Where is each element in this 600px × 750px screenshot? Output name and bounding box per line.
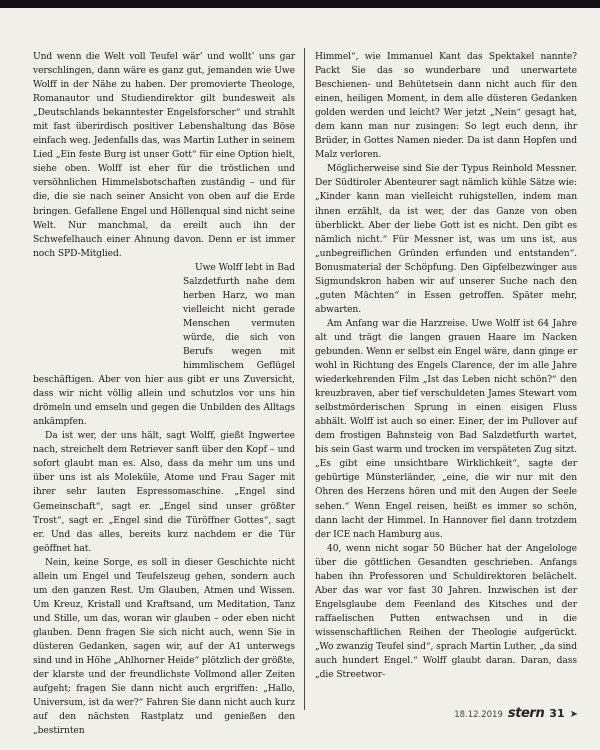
top-border xyxy=(0,0,600,8)
page-footer xyxy=(454,706,578,722)
page-number: 31 xyxy=(549,707,565,720)
image-placeholder-left xyxy=(33,261,183,373)
paragraph: Himmel“, wie Immanuel Kant das Spektakel nannte? Packt Sie das so wunderbare und unerwartete Beschienen- und Behütetsein dann nicht auch für den einen, heiligen Moment, in dem alle düsteren Gedanken golden werden und leicht? Wer jetzt „Nein“ gesagt hat, dem kann man nur zusingen: So legt euch denn, ihr Brüder, in Gottes Namen nieder. Da ist dann Hopfen und Malz verloren. xyxy=(315,52,577,161)
column-divider xyxy=(304,48,305,710)
paragraph: Möglicherweise sind Sie der Typus Reinhold Messner. Der Südtiroler Abenteurer sagt nämlich kühle Sätze wie: „Kinder kann man vielleicht ruhigstellen, indem man ihnen erzählt, da ist wer, der das Ganze von oben überblickt. Aber der liebe Gott ist es nicht. Den gibt es nämlich nicht.“ Für Messner ist, was um uns ist, aus „unbegreiflichen Gründen erfunden und entstanden“. Bonusmaterial der Schöpfung. Den Gipfelbezwinger aus Sigmundskron haben wir auf unserer Suche nach den „guten Mächten“ in Essen getroffen. Später mehr, abwarten. xyxy=(315,164,577,315)
paragraph: Am Anfang war die Harzreise. Uwe Wolff ist 64 Jahre alt und trägt die langen grauen Haare im Nacken gebunden. Wenn er selbst ein Engel wäre, dann ginge er wohl in Richtung des Engels Clarence, der im alle Jahre wiederkehrenden Film „Ist das Leben nicht schön?“ den kreuzbraven, aber tief verschuldeten James Stewart vom selbstmörderischen Sprung in einen eisigen Fluss abhält. Wolff ist auch so einer. Einer, der im Pullover auf dem frostigen Bahnsteig von Bad Salzdetfurth wartet, bis sein Gast warm und trocken im verspäteten Zug sitzt. „Es gibt eine unsichtbare Wirklichkeit“, sagte der gebürtige Münsterländer, „eine, die wir nur mit den Ohren des Herzens hören und mit den Augen der Seele sehen.“ Wenn Engel reisen, heißt es immer so schön, dann lacht der Himmel. In Hannover fiel dann trotzdem der ICE nach Hamburg aus. xyxy=(315,318,577,540)
paragraph: Da ist wer, der uns hält, sagt Wolff, gießt Ingwertee nach, streichelt dem Retriever sanft über den Kopf – und sofort glaubt man es. Also, dass da mehr um uns und über uns ist als Moleküle, Atome und Frau Sager mit ihrer sehr lauten Espressomaschine. „Engel sind Gemeinschaft“, sagt er. „Engel sind unser größter Trost“, sagt er. „Engel sind die Türöffner Gottes“, sagt er. Und das alles, bereits kurz nachdem er die Tür geöffnet hat. xyxy=(33,431,295,554)
magazine-logo: stern xyxy=(507,706,545,721)
issue-date: 18.12.2019 xyxy=(454,710,503,720)
right-column xyxy=(315,50,577,682)
paragraph: Uwe Wolff lebt in Bad Salzdetfurth nahe dem herben Harz, wo man vielleicht nicht gerade Menschen vermuten würde, die sich von Berufs wegen mit himmlischem Geflügel beschäftigen. Aber von hier aus gibt er uns Zuversicht, dass wir nicht völlig allein und schutzlos vor uns hin drömeln und emseln und gegen die Unbilden des Alltags ankämpfen. xyxy=(33,262,295,428)
paragraph: Und wenn die Welt voll Teufel wär’ und wollt’ uns gar verschlingen, dann wäre es ganz gut, jemanden wie Uwe Wolff in der Nähe zu haben. Der promovierte Theologe, Romanautor und Studiendirektor gilt bundesweit als „Deutschlands bekanntester Engelsforscher“ und strahlt mit fast überirdisch positiver Lebenshaltung das Böse einfach weg. Jedenfalls das, was Martin Luther in seinem Lied „Ein feste Burg ist unser Gott“ für eine Option hielt, siehe oben. Wolff ist eher für die tröstlichen und versöhnlichen Himmelsbotschaften zuständig – und für die, die sie nach seiner Ansicht von oben auf die Erde bringen. Gefallene Engel und Höllenqual sind nicht seine Welt. Nur manchmal, da ereilt auch ihn der Schwefelhauch einer Ahnung davon. Denn er ist immer noch SPD-Mitglied. xyxy=(33,52,295,259)
paragraph: Nein, keine Sorge, es soll in dieser Geschichte nicht allein um Engel und Teufelszeug gehen, sondern auch um den ganzen Rest. Um Glauben, Atmen und Wissen. Um Kreuz, Kristall und Kraftsand, um Meditation, Tanz und Stille, um das, woran wir glauben – oder eben nicht glauben. Denn fragen Sie sich nicht auch, wenn Sie in düsteren Gedanken, sagen wir, auf der A1 unterwegs sind und in Höhe „Ahlhorner Heide“ plötzlich der größte, der klarste und der freundlichste Vollmond aller Zeiten aufgeht; fragen Sie dann nicht auch ergriffen: „Hallo, Universum, ist da wer?“ Fahren Sie dann nicht auch kurz auf den nächsten Rastplatz und genießen den „bestirnten xyxy=(33,557,295,737)
paragraph: 40, wenn nicht sogar 50 Bücher hat der Angelologe über die göttlichen Gesandten geschrieben. Anfangs haben ihn Professoren und Schuldirektoren belächelt. Aber das war vor fast 30 Jahren. Inzwischen ist der Engelsglaube dem Feenland des Kitsches und der raffaelischen Putten entwachsen und in die wissenschaftlichen Reihen der Theologie aufgerückt. „Wo zwanzig Teufel sind“, sprach Martin Luther, „da sind auch hundert Engel.“ Wolff glaubt daran. Daran, dass „die Streetwor- xyxy=(315,543,577,681)
continue-arrow-icon: ➤ xyxy=(569,709,578,720)
left-column xyxy=(33,50,295,738)
